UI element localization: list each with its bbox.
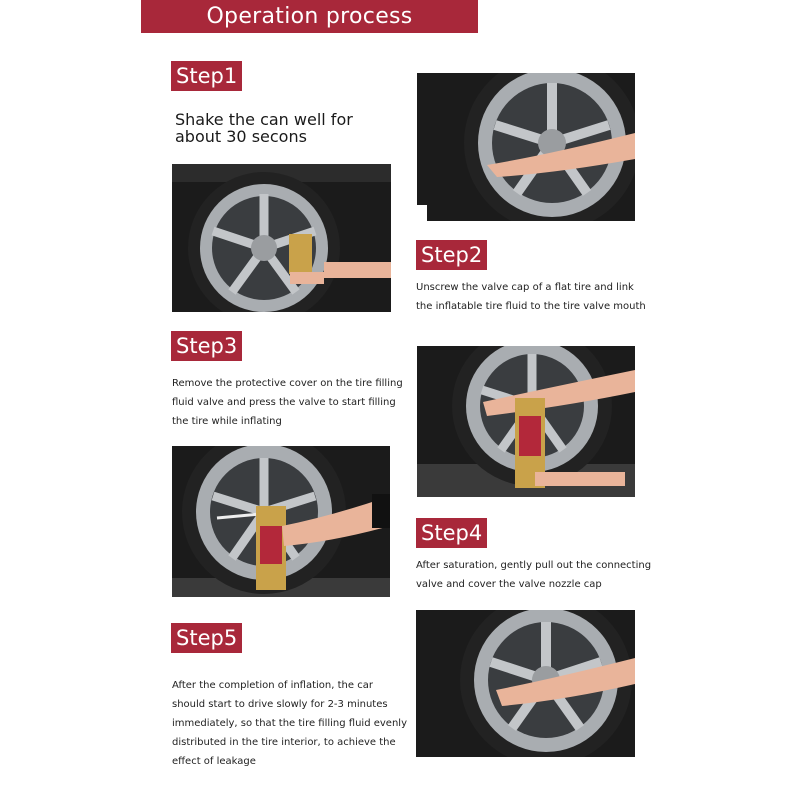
step4-photo (416, 610, 635, 757)
step4-label: Step4 (416, 518, 487, 548)
page-title: Operation process (141, 0, 478, 33)
step4-description: After saturation, gently pull out the connecting valve and cover the valve nozzle cap (416, 560, 652, 590)
step2-description: Unscrew the valve cap of a flat tire and link the inflatable tire fluid to the tire valve mouth (416, 282, 646, 312)
step2-photo (417, 73, 635, 221)
step1-description: Shake the can well for about 30 secons (175, 110, 353, 146)
step1-label: Step1 (171, 61, 242, 91)
step3-description: Remove the protective cover on the tire filling fluid valve and press the valve to start filling the tire while inflating (172, 378, 403, 427)
step1-photo (172, 164, 391, 312)
step5-label: Step5 (171, 623, 242, 653)
step5-description: After the completion of inflation, the car should start to drive slowly for 2-3 minutes immediately, so that the tire filling fluid evenly distributed in the tire interior, to achieve the effect of leakage (172, 680, 407, 767)
step3-inflating-photo (172, 446, 390, 597)
step3-photo (417, 346, 635, 497)
step2-label: Step2 (416, 240, 487, 270)
step3-label: Step3 (171, 331, 242, 361)
